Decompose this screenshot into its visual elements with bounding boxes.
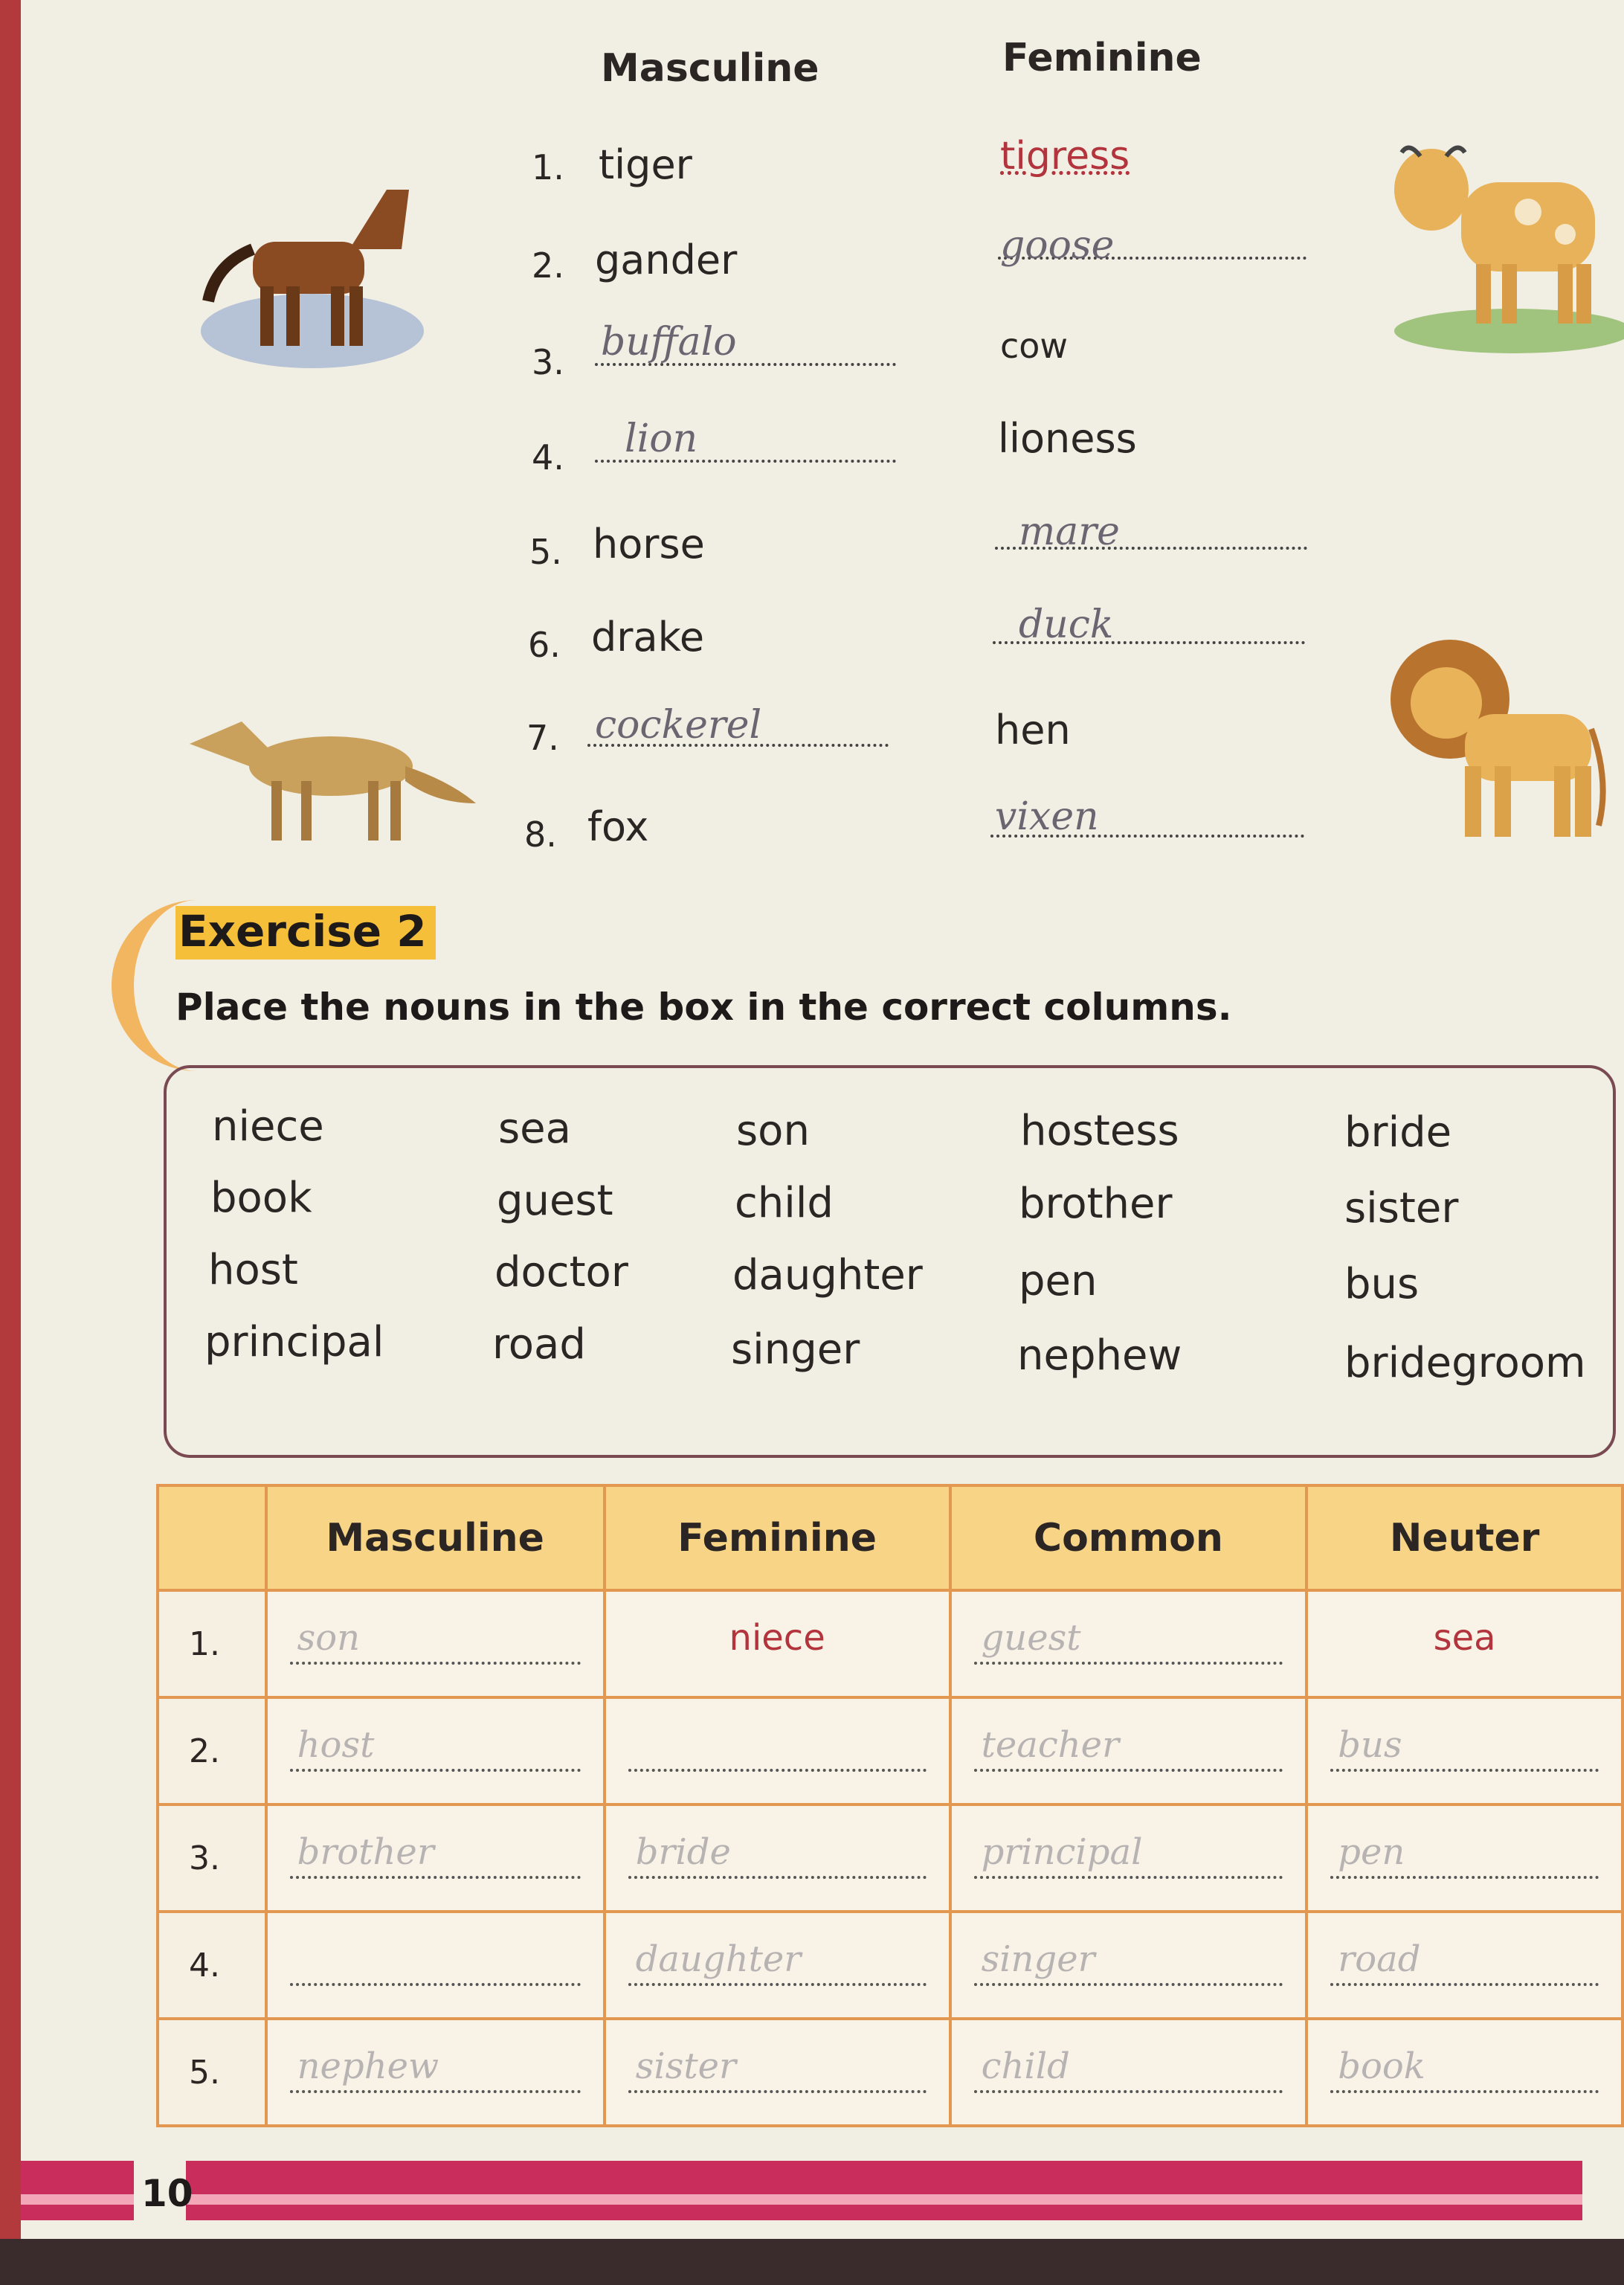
box-word: bridegroom <box>1344 1339 1586 1387</box>
table-row <box>158 1912 1623 2019</box>
box-word: bride <box>1344 1108 1452 1157</box>
feminine-cell[interactable] <box>605 2019 950 2126</box>
table-row <box>158 1804 1623 1912</box>
box-word: host <box>208 1246 298 1294</box>
ex1-row-number: 1. <box>532 147 564 187</box>
ex1-row-number: 3. <box>532 342 564 382</box>
box-word: brother <box>1019 1180 1173 1228</box>
footer-stripe <box>21 2194 1582 2205</box>
ex1-row-number: 7. <box>526 718 559 758</box>
box-word: hostess <box>1020 1107 1179 1155</box>
cell-answer: singer <box>981 1938 1095 1980</box>
answer-blank <box>974 1876 1283 1879</box>
cell-answer: road <box>1338 1938 1421 1980</box>
ex1-masculine-handwritten: lion <box>625 417 698 461</box>
answer-blank <box>628 1769 927 1772</box>
common-cell[interactable] <box>950 1912 1307 2019</box>
box-word: niece <box>212 1102 324 1151</box>
answer-blank <box>290 1662 581 1665</box>
ex1-row-number: 8. <box>524 814 557 855</box>
feminine-cell[interactable] <box>605 1590 950 1697</box>
table-header-row <box>158 1485 1623 1590</box>
ex1-feminine-handwritten: goose <box>1000 223 1115 268</box>
ex1-masculine-handwritten: buffalo <box>601 320 737 364</box>
table-header-masculine: Masculine <box>266 1485 605 1590</box>
ex1-feminine-handwritten: mare <box>1019 510 1120 554</box>
ex1-masculine-word: horse <box>593 521 705 568</box>
box-word: son <box>736 1107 810 1155</box>
box-word: pen <box>1019 1257 1098 1305</box>
box-word: doctor <box>494 1248 628 1296</box>
masculine-cell[interactable] <box>266 1912 605 2019</box>
answer-blank <box>290 1876 581 1879</box>
fox-illustration <box>182 699 480 848</box>
cell-answer: guest <box>981 1617 1081 1659</box>
exercise2-instruction: Place the nouns in the box in the correct columns. <box>175 986 1232 1029</box>
neuter-cell[interactable] <box>1306 1912 1623 2019</box>
box-word: guest <box>497 1177 613 1225</box>
ex1-feminine-answer: tigress <box>1000 134 1130 179</box>
exercise1-feminine-header: Feminine <box>1002 36 1202 80</box>
neuter-cell[interactable] <box>1306 2019 1623 2126</box>
lion-illustration <box>1383 632 1614 848</box>
ex1-feminine-word: lioness <box>998 415 1137 462</box>
neuter-cell[interactable] <box>1306 1697 1623 1804</box>
common-cell[interactable] <box>950 1590 1307 1697</box>
ex1-row-number: 2. <box>532 245 564 286</box>
common-cell[interactable] <box>950 1804 1307 1912</box>
answer-blank <box>974 2090 1283 2093</box>
answer-blank <box>1330 1983 1599 1986</box>
ex1-row-number: 6. <box>528 625 561 665</box>
box-word: bus <box>1344 1260 1420 1308</box>
footer-band <box>21 2161 1582 2220</box>
ex1-masculine-word: fox <box>587 803 649 850</box>
ex1-masculine-word: drake <box>591 614 705 661</box>
cell-answer: sister <box>635 2045 736 2087</box>
answer-blank <box>290 1769 581 1772</box>
common-cell[interactable] <box>950 1697 1307 1804</box>
cell-answer: sea <box>1433 1617 1496 1659</box>
cow-illustration <box>1379 138 1624 361</box>
exercise2-title: Exercise 2 <box>178 906 427 957</box>
neuter-cell[interactable] <box>1306 1804 1623 1912</box>
ex1-row-number: 5. <box>529 532 562 572</box>
horse-illustration <box>193 160 431 368</box>
cell-answer: son <box>297 1617 361 1659</box>
page-edge <box>0 0 21 2285</box>
answer-blank <box>974 1983 1283 1986</box>
box-word: road <box>492 1320 586 1369</box>
row-number: 2. <box>158 1697 266 1804</box>
box-word: principal <box>204 1318 384 1366</box>
cell-answer: book <box>1338 2045 1425 2087</box>
answer-blank <box>628 2090 927 2093</box>
neuter-cell[interactable] <box>1306 1590 1623 1697</box>
ex1-feminine-handwritten: duck <box>1019 602 1114 647</box>
row-number: 5. <box>158 2019 266 2126</box>
row-number: 3. <box>158 1804 266 1912</box>
masculine-cell[interactable] <box>266 2019 605 2126</box>
exercise1-masculine-header: Masculine <box>601 46 819 91</box>
answer-blank <box>1330 1876 1599 1879</box>
ex1-masculine-handwritten: cockerel <box>595 703 762 748</box>
ex1-row-number: 4. <box>532 437 564 478</box>
box-word: nephew <box>1017 1331 1182 1380</box>
ex1-masculine-word: gander <box>595 237 738 283</box>
answer-blank <box>974 1662 1283 1665</box>
masculine-cell[interactable] <box>266 1590 605 1697</box>
cell-answer: teacher <box>981 1724 1120 1766</box>
answer-blank <box>290 1983 581 1986</box>
box-word: sister <box>1344 1184 1459 1233</box>
box-word: daughter <box>732 1251 923 1299</box>
page-bottom-edge <box>0 2239 1624 2285</box>
cell-answer: host <box>297 1724 375 1766</box>
ex1-feminine-word: cow <box>1000 326 1069 366</box>
common-cell[interactable] <box>950 2019 1307 2126</box>
cell-answer: brother <box>297 1831 434 1873</box>
row-number: 4. <box>158 1912 266 2019</box>
table-row <box>158 2019 1623 2126</box>
table-header-neuter: Neuter <box>1306 1485 1623 1590</box>
cell-answer: pen <box>1338 1831 1405 1873</box>
cell-answer: bride <box>635 1831 731 1873</box>
answer-blank <box>1330 2090 1599 2093</box>
answer-blank <box>974 1769 1283 1772</box>
cell-answer: niece <box>729 1617 825 1659</box>
cell-answer: principal <box>981 1831 1143 1873</box>
cell-answer: child <box>981 2045 1070 2087</box>
feminine-cell[interactable] <box>605 1697 950 1804</box>
ex1-feminine-handwritten: vixen <box>995 794 1099 839</box>
box-word: sea <box>498 1105 571 1153</box>
ex1-masculine-word: tiger <box>599 141 692 188</box>
row-number: 1. <box>158 1590 266 1697</box>
feminine-cell[interactable] <box>605 1912 950 2019</box>
table-header-common: Common <box>950 1485 1307 1590</box>
box-word: singer <box>731 1325 860 1374</box>
masculine-cell[interactable] <box>266 1804 605 1912</box>
table-row <box>158 1590 1623 1697</box>
masculine-cell[interactable] <box>266 1697 605 1804</box>
box-word: book <box>210 1174 312 1222</box>
table-row <box>158 1697 1623 1804</box>
answer-blank <box>1330 1769 1599 1772</box>
page-number: 10 <box>141 2172 193 2215</box>
answer-blank <box>290 2090 581 2093</box>
answer-blank <box>628 1983 927 1986</box>
answer-blank <box>628 1876 927 1879</box>
table-header-feminine: Feminine <box>605 1485 950 1590</box>
table-corner-cell <box>158 1485 266 1590</box>
ex1-feminine-word: hen <box>995 707 1071 753</box>
cell-answer: bus <box>1338 1724 1402 1766</box>
noun-classification-table <box>156 1484 1624 2127</box>
cell-answer: daughter <box>635 1938 802 1980</box>
cell-answer: nephew <box>297 2045 439 2087</box>
feminine-cell[interactable] <box>605 1804 950 1912</box>
box-word: child <box>735 1179 834 1227</box>
